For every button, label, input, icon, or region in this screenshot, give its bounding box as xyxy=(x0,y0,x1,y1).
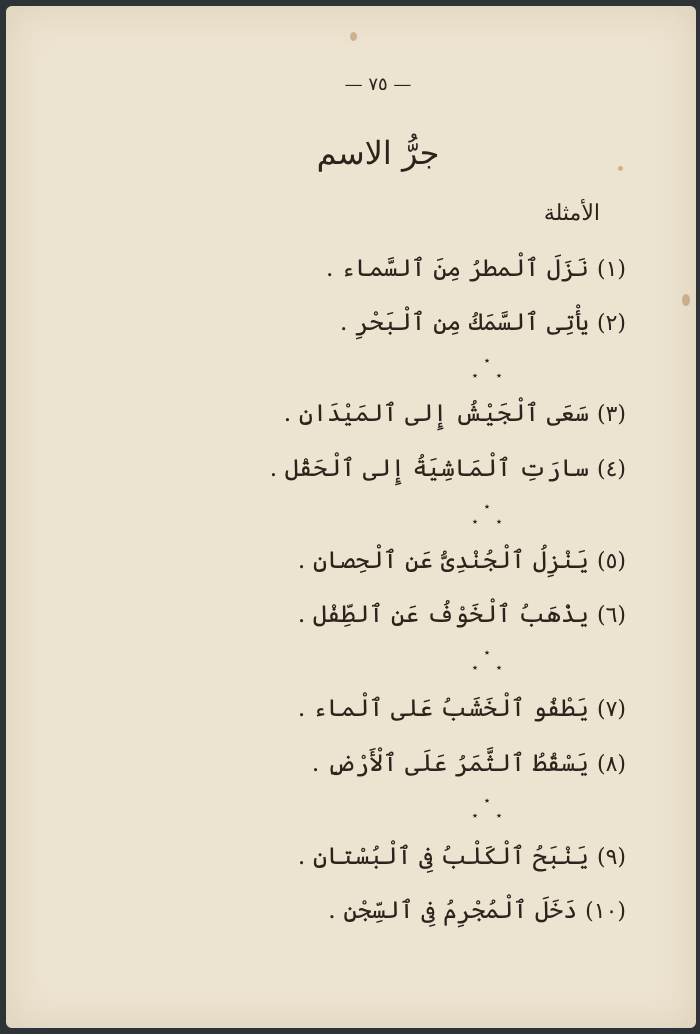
star-icon: ٭ xyxy=(484,646,490,659)
star-icon: ٭ xyxy=(472,369,478,382)
example-text: يَنْبَحُ ٱلْكَلْبُ فِى ٱلْبُسْتانِ . xyxy=(297,842,589,870)
example-number: (٩) xyxy=(596,845,626,870)
page-title: جرُّ الاسم xyxy=(316,134,440,172)
star-icon: ٭ xyxy=(472,809,478,822)
example-number: (٣) xyxy=(596,402,626,427)
star-icon: ٭ xyxy=(484,354,490,367)
example-number: (١٠) xyxy=(585,899,626,924)
star-icon: ٭ xyxy=(484,500,490,513)
star-icon: ٭ xyxy=(472,515,478,528)
star-icon: ٭ xyxy=(484,794,490,807)
star-icon: ٭ xyxy=(472,661,478,674)
page-number: — ٧٥ — xyxy=(344,74,412,95)
paper-stain xyxy=(350,32,357,41)
example-text: يَسْقُطُ ٱلثَّمَرُ عَلَى ٱلْأَرْضِ . xyxy=(311,749,589,777)
example-text: نَزَلَ ٱلْمطرُ مِنَ ٱلسَّماء . xyxy=(325,254,589,282)
example-number: (٧) xyxy=(596,697,626,722)
star-separator xyxy=(458,500,518,530)
example-text: سارَتِ ٱلْمَاشِيَةُ إِلى ٱلْحَقْل . xyxy=(269,454,589,482)
example-line xyxy=(298,600,626,628)
example-number: (٥) xyxy=(596,549,626,574)
book-page xyxy=(6,6,696,1028)
star-icon: ٭ xyxy=(496,809,502,822)
example-number: (٦) xyxy=(596,603,626,628)
example-text: يذْهَبُ ٱلْخَوْفُ عَنِ ٱلطِّفْل . xyxy=(297,600,589,628)
example-line xyxy=(298,546,626,574)
example-text: يَنْزِلُ ٱلْجُنْدِىُّ عَنِ ٱلْحِصانِ . xyxy=(297,546,589,574)
example-number: (٢) xyxy=(596,311,626,336)
example-number: (٨) xyxy=(596,752,626,777)
paper-stain xyxy=(682,294,690,306)
star-icon: ٭ xyxy=(496,515,502,528)
example-number: (١) xyxy=(596,257,626,282)
example-line xyxy=(284,399,626,427)
star-separator xyxy=(458,646,518,676)
example-text: يأْتِى ٱلسَّمَكُ مِن ٱلْبَحْرِ . xyxy=(339,308,589,336)
example-line xyxy=(312,749,626,777)
example-line xyxy=(328,896,626,924)
star-separator xyxy=(458,794,518,824)
example-line xyxy=(326,254,626,282)
star-icon: ٭ xyxy=(496,369,502,382)
example-line xyxy=(298,694,626,722)
star-separator xyxy=(458,354,518,384)
example-line xyxy=(340,308,626,336)
star-icon: ٭ xyxy=(496,661,502,674)
example-text: يَطْفُو ٱلْخَشَبُ عَلى ٱلْماء . xyxy=(297,694,589,722)
example-number: (٤) xyxy=(596,457,626,482)
section-heading: الأمثلة xyxy=(543,201,600,226)
example-text: سَعَى ٱلْجَيْشُ إِلى ٱلمَيْدَانِ . xyxy=(283,399,589,427)
example-line xyxy=(270,454,626,482)
example-text: دَخَلَ ٱلْمُجْرِمُ فِى ٱلسِّجْنِ . xyxy=(328,896,578,924)
example-line xyxy=(298,842,626,870)
